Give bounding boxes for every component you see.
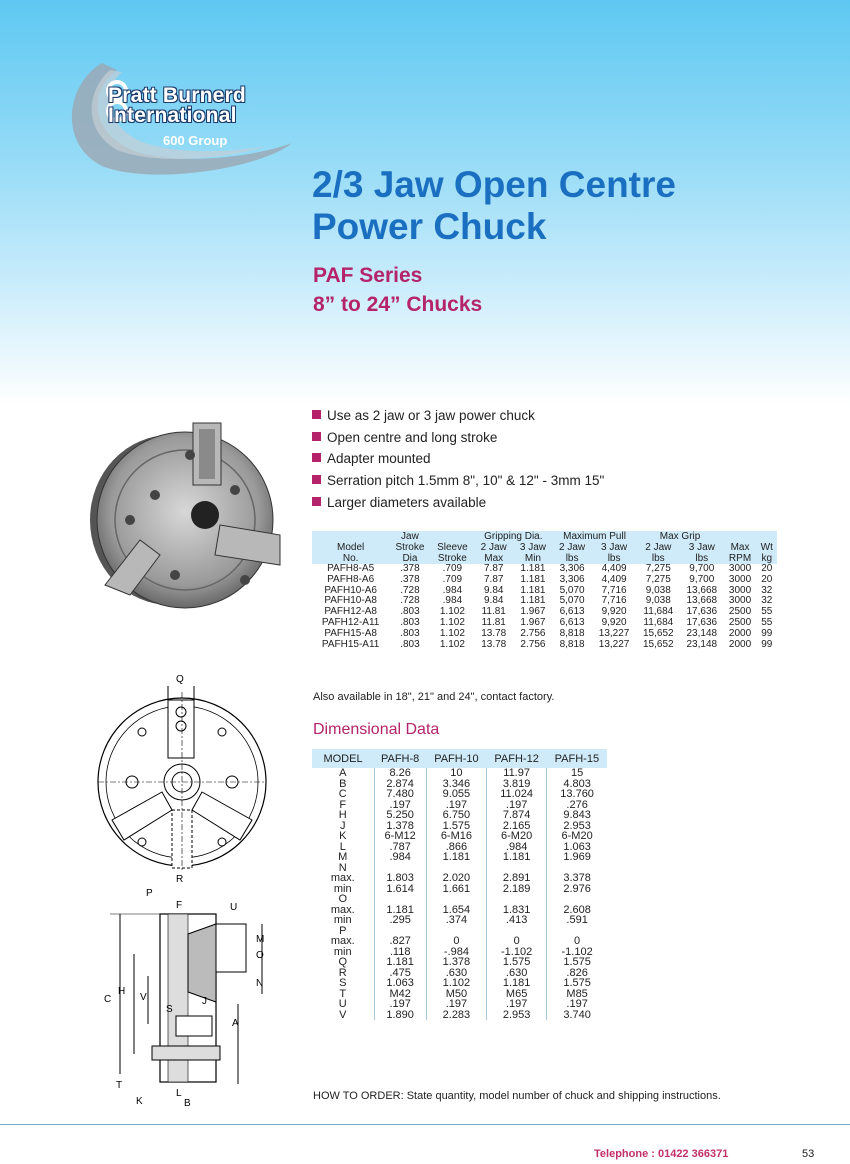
table-cell: .197: [374, 999, 426, 1010]
table-cell: 0: [487, 936, 547, 947]
dimensional-table-body: [312, 768, 607, 1020]
table-cell: N: [338, 861, 347, 874]
table-cell: 6-M16: [426, 831, 486, 842]
table-cell: 32: [761, 584, 773, 596]
table-cell: 7,716: [601, 595, 627, 607]
spec-table-body: [312, 564, 777, 650]
table-row: [312, 957, 607, 968]
label-J: J: [202, 996, 207, 1007]
table-cell: PAFH-12: [487, 749, 547, 768]
table-cell: -1.102: [487, 947, 547, 958]
label-A: A: [232, 1018, 239, 1029]
table-cell: .630: [487, 968, 547, 979]
table-cell: .709: [442, 573, 463, 585]
table-cell: 9,920: [601, 616, 627, 628]
table-cell: PAFH12-A8: [324, 606, 377, 618]
table-cell: min: [333, 945, 352, 958]
subtitle-line1: PAF Series: [313, 264, 423, 287]
table-cell: 99: [761, 627, 773, 639]
table-cell: 11,684: [643, 616, 674, 628]
table-row: [312, 831, 607, 842]
table-cell: 8,818: [559, 638, 585, 650]
table-cell: [487, 894, 547, 905]
label-V: V: [140, 992, 147, 1003]
label-H: H: [118, 986, 126, 997]
table-cell: 9.84: [483, 595, 504, 607]
table-cell: 2.165: [487, 821, 547, 832]
table-cell: 1.063: [547, 842, 607, 853]
table-cell: U: [338, 998, 347, 1010]
table-cell: .866: [426, 842, 486, 853]
table-cell: PAFH8-A6: [327, 573, 375, 585]
table-cell: .728: [400, 584, 420, 596]
table-cell: .709: [442, 563, 463, 574]
table-cell: kg: [757, 553, 777, 564]
table-cell: 7,275: [645, 563, 671, 574]
table-cell: M: [338, 851, 348, 863]
table-cell: 2.953: [487, 1010, 547, 1021]
table-row: [312, 978, 607, 989]
brand-line1: Pratt Burnerd: [108, 84, 246, 107]
table-cell: 1.063: [374, 978, 426, 989]
footer-divider: [0, 1124, 850, 1125]
table-cell: 2.020: [426, 873, 486, 884]
table-cell: 2.874: [374, 779, 426, 790]
page-number: 53: [802, 1148, 815, 1160]
label-P: P: [146, 888, 153, 899]
table-cell: 2 Jaw: [637, 542, 681, 553]
table-row: [312, 873, 607, 884]
table-cell: 13.78: [481, 627, 507, 639]
table-cell: -.984: [426, 947, 486, 958]
table-cell: 1.102: [439, 627, 465, 639]
table-cell: 13,668: [686, 595, 718, 607]
table-cell: O: [338, 893, 348, 905]
table-cell: 2.189: [487, 884, 547, 895]
table-cell: 11.024: [487, 789, 547, 800]
table-cell: max.: [330, 935, 355, 947]
table-cell: 0: [547, 936, 607, 947]
table-cell: L: [339, 840, 346, 853]
table-cell: Max: [474, 553, 513, 564]
spec-header-row: [312, 542, 777, 553]
table-cell: 9,700: [689, 573, 715, 585]
table-cell: 1.378: [374, 821, 426, 832]
table-cell: PAFH15-A8: [324, 627, 377, 639]
table-row: [312, 1010, 607, 1021]
table-cell: 1.614: [374, 884, 426, 895]
table-cell: .197: [426, 999, 486, 1010]
table-cell: .475: [374, 968, 426, 979]
table-cell: 8.26: [374, 768, 426, 779]
table-cell: 6,613: [559, 616, 585, 628]
table-cell: 1.181: [374, 905, 426, 916]
table-cell: 15,652: [643, 627, 674, 639]
bullet-square-icon: [312, 453, 321, 462]
table-cell: PAFH-10: [426, 749, 486, 768]
table-cell: 11.97: [487, 768, 547, 779]
feature-item: Larger diameters available: [312, 493, 604, 515]
label-O: O: [256, 950, 264, 961]
table-cell: 1.181: [520, 563, 546, 574]
table-row: [312, 915, 607, 926]
table-cell: 2.283: [426, 1010, 486, 1021]
table-cell: 3.346: [426, 779, 486, 790]
table-cell: RPM: [724, 553, 757, 564]
table-cell: 1.831: [487, 905, 547, 916]
table-cell: 9,038: [645, 584, 671, 596]
table-cell: 1.181: [487, 978, 547, 989]
table-cell: 7,275: [645, 573, 671, 585]
table-cell: 1.102: [439, 638, 465, 650]
table-cell: 2000: [728, 638, 752, 650]
table-cell: .984: [374, 852, 426, 863]
dimensional-table: [312, 749, 607, 1020]
table-cell: B: [339, 777, 347, 790]
subtitle-line2: 8” to 24” Chucks: [313, 293, 483, 316]
table-cell: min: [333, 882, 352, 895]
table-cell: P: [339, 924, 347, 937]
table-cell: 6-M20: [547, 831, 607, 842]
table-cell: 1.575: [547, 957, 607, 968]
table-row: [312, 640, 777, 651]
table-row: [312, 884, 607, 895]
table-cell: PAFH12-A11: [321, 616, 380, 628]
table-cell: 1.890: [374, 1010, 426, 1021]
table-cell: M42: [374, 989, 426, 1000]
table-cell: 17,636: [686, 606, 718, 618]
label-U: U: [230, 902, 238, 913]
table-cell: 17,636: [686, 616, 718, 628]
table-cell: 2.953: [547, 821, 607, 832]
table-cell: .197: [374, 800, 426, 811]
table-cell: PAFH-15: [547, 749, 607, 768]
table-cell: 15,652: [643, 638, 674, 650]
feature-item: Serration pitch 1.5mm 8", 10" & 12" - 3mm 15": [312, 471, 604, 493]
table-cell: 3 Jaw: [680, 542, 724, 553]
table-cell: 11.81: [481, 606, 506, 618]
table-cell: R: [338, 966, 347, 979]
label-T: T: [116, 1080, 123, 1091]
table-cell: 13.78: [481, 638, 507, 650]
table-cell: 1.102: [439, 606, 465, 618]
table-cell: PAFH-8: [374, 749, 426, 768]
table-cell: 13,227: [598, 638, 630, 650]
label-Q: Q: [176, 674, 184, 685]
label-C: C: [104, 994, 112, 1005]
table-cell: .197: [487, 800, 547, 811]
table-cell: 3.740: [547, 1010, 607, 1021]
bullet-square-icon: [312, 410, 321, 419]
bullet-square-icon: [312, 475, 321, 484]
table-cell: .378: [400, 563, 420, 574]
table-cell: T: [339, 987, 347, 1000]
table-cell: 2000: [728, 627, 752, 639]
front-view-drawing: [92, 672, 272, 884]
table-cell: 4,409: [601, 563, 627, 574]
table-cell: .827: [374, 936, 426, 947]
label-N: N: [256, 978, 264, 989]
table-cell: .118: [374, 947, 426, 958]
label-L: L: [176, 1088, 182, 1099]
label-F: F: [176, 900, 183, 911]
table-cell: .374: [426, 915, 486, 926]
feature-item: Open centre and long stroke: [312, 428, 604, 450]
table-cell: 3,306: [559, 573, 585, 585]
availability-note: Also available in 18", 21" and 24", contact factory.: [313, 691, 555, 703]
table-cell: .803: [400, 627, 420, 639]
table-cell: 13.760: [547, 789, 607, 800]
table-cell: 6-M12: [374, 831, 426, 842]
table-cell: A: [339, 767, 347, 779]
table-cell: 2500: [728, 616, 752, 628]
brand-line2: International: [108, 104, 237, 127]
table-cell: 55: [761, 616, 773, 628]
table-cell: [547, 894, 607, 905]
table-cell: 9.055: [426, 789, 486, 800]
title-line1: 2/3 Jaw Open Centre: [312, 164, 676, 205]
chuck-photo: [85, 415, 285, 615]
table-cell: 7.874: [487, 810, 547, 821]
table-cell: .276: [547, 800, 607, 811]
table-cell: 3.378: [547, 873, 607, 884]
table-cell: 8,818: [559, 627, 585, 639]
table-cell: [426, 894, 486, 905]
table-cell: .413: [487, 915, 547, 926]
table-cell: M65: [487, 989, 547, 1000]
label-B: B: [184, 1098, 191, 1109]
table-cell: .197: [487, 999, 547, 1010]
table-cell: 9.84: [483, 584, 504, 596]
table-cell: lbs: [553, 553, 592, 564]
table-cell: 1.181: [487, 852, 547, 863]
table-cell: .378: [400, 573, 420, 585]
table-cell: 1.969: [547, 852, 607, 863]
footer-phone: Telephone : 01422 366371: [594, 1148, 729, 1160]
order-note: HOW TO ORDER: State quantity, model number of chuck and shipping instructions.: [313, 1090, 721, 1102]
table-cell: No.: [312, 553, 389, 564]
table-cell: 1.181: [374, 957, 426, 968]
table-cell: 23,148: [686, 627, 718, 639]
page-title: [312, 164, 676, 248]
table-cell: .984: [442, 595, 463, 607]
table-cell: 3000: [728, 563, 752, 574]
table-cell: 2.756: [520, 627, 546, 639]
table-cell: 99: [761, 638, 773, 650]
table-cell: .630: [426, 968, 486, 979]
table-cell: .826: [547, 968, 607, 979]
table-cell: 2.756: [520, 638, 546, 650]
table-cell: lbs: [637, 553, 681, 564]
table-cell: 3.819: [487, 779, 547, 790]
table-cell: 1.181: [426, 852, 486, 863]
table-cell: 5,070: [559, 595, 585, 607]
table-cell: PAFH10-A6: [324, 584, 377, 596]
brand-group: 600 Group: [163, 133, 228, 148]
table-cell: 20: [761, 573, 773, 585]
table-cell: 3000: [728, 584, 752, 596]
table-cell: 2 Jaw: [553, 542, 592, 553]
table-row: [312, 936, 607, 947]
table-cell: [374, 894, 426, 905]
table-cell: lbs: [680, 553, 724, 564]
table-cell: Min: [513, 553, 552, 564]
table-row: [312, 768, 607, 779]
table-cell: C: [338, 788, 347, 800]
table-cell: .803: [400, 616, 420, 628]
table-cell: K: [339, 830, 347, 842]
table-row: [312, 629, 777, 640]
table-cell: 7.87: [483, 563, 504, 574]
table-cell: min: [333, 914, 352, 926]
feature-item: Use as 2 jaw or 3 jaw power chuck: [312, 406, 604, 428]
table-cell: 7.480: [374, 789, 426, 800]
table-cell: 2.891: [487, 873, 547, 884]
feature-list: [312, 406, 604, 514]
table-row: [312, 894, 607, 905]
table-row: [312, 852, 607, 863]
table-cell: Max: [724, 542, 757, 553]
table-cell: 1.181: [520, 595, 546, 607]
table-cell: 6.750: [426, 810, 486, 821]
table-row: [312, 810, 607, 821]
label-S: S: [166, 1004, 173, 1015]
table-cell: 15: [547, 768, 607, 779]
table-cell: Stroke: [389, 542, 430, 553]
table-cell: Dia: [389, 553, 430, 564]
table-cell: 9,700: [689, 563, 715, 574]
table-cell: .591: [547, 915, 607, 926]
table-cell: 4,409: [601, 573, 627, 585]
table-cell: 3,306: [559, 563, 585, 574]
table-cell: 1.803: [374, 873, 426, 884]
title-line2: Power Chuck: [312, 206, 547, 247]
table-cell: 4.803: [547, 779, 607, 790]
table-cell: max.: [330, 903, 355, 916]
table-cell: 10: [426, 768, 486, 779]
table-cell: 9,920: [601, 606, 627, 618]
table-cell: .984: [442, 584, 463, 596]
table-cell: M50: [426, 989, 486, 1000]
table-cell: F: [339, 798, 347, 811]
dimensional-header-row: [312, 749, 607, 768]
spec-table: [312, 531, 777, 650]
table-row: [312, 999, 607, 1010]
table-cell: 1.967: [520, 616, 546, 628]
table-cell: 3 Jaw: [513, 542, 552, 553]
table-cell: .803: [400, 606, 420, 618]
spec-group-header-row: Jaw Gripping Dia. Maximum Pull Max Grip: [312, 531, 777, 542]
table-cell: 2.608: [547, 905, 607, 916]
table-cell: 9.843: [547, 810, 607, 821]
table-cell: 11,684: [643, 606, 674, 618]
side-view-drawing: [100, 884, 270, 1110]
table-cell: .197: [547, 999, 607, 1010]
table-cell: 1.967: [520, 606, 546, 618]
table-cell: 1.102: [426, 978, 486, 989]
table-cell: 1.654: [426, 905, 486, 916]
table-cell: 2500: [728, 606, 752, 618]
table-cell: 5,070: [559, 584, 585, 596]
table-cell: .728: [400, 595, 420, 607]
table-cell: 2.976: [547, 884, 607, 895]
table-cell: 6-M20: [487, 831, 547, 842]
table-row: [312, 926, 607, 937]
table-cell: .803: [400, 638, 420, 650]
table-cell: .295: [374, 915, 426, 926]
table-cell: 7,716: [601, 584, 627, 596]
table-cell: 1.181: [520, 573, 546, 585]
table-cell: 1.378: [426, 957, 486, 968]
table-cell: 6,613: [559, 606, 585, 618]
table-cell: 3000: [728, 573, 752, 585]
table-cell: H: [338, 809, 347, 821]
table-cell: Model: [312, 542, 389, 553]
table-cell: 7.87: [483, 573, 504, 585]
table-cell: 1.181: [520, 584, 546, 596]
table-cell: 23,148: [686, 638, 718, 650]
table-cell: 1.575: [547, 978, 607, 989]
table-cell: 1.575: [487, 957, 547, 968]
feature-item: Adapter mounted: [312, 449, 604, 471]
table-cell: -1.102: [547, 947, 607, 958]
table-cell: Wt: [757, 542, 777, 553]
table-cell: V: [339, 1008, 347, 1021]
table-cell: 13,227: [598, 627, 630, 639]
table-cell: 20: [761, 563, 773, 574]
table-cell: M85: [547, 989, 607, 1000]
page-subtitle: [313, 261, 482, 319]
table-cell: lbs: [592, 553, 637, 564]
table-cell: Sleeve: [431, 542, 474, 553]
table-cell: 13,668: [686, 584, 718, 596]
table-row: [312, 575, 777, 586]
table-cell: 1.661: [426, 884, 486, 895]
table-cell: 3 Jaw: [592, 542, 637, 553]
table-cell: PAFH10-A8: [324, 595, 377, 607]
table-cell: 1.575: [426, 821, 486, 832]
table-cell: 11.81: [481, 616, 506, 628]
table-cell: J: [340, 819, 346, 832]
table-cell: PAFH8-A5: [327, 563, 375, 574]
table-cell: max.: [330, 872, 355, 884]
table-cell: 5.250: [374, 810, 426, 821]
table-cell: .984: [487, 842, 547, 853]
bullet-square-icon: [312, 432, 321, 441]
table-cell: Stroke: [431, 553, 474, 564]
bullet-square-icon: [312, 497, 321, 506]
table-cell: 3000: [728, 595, 752, 607]
table-cell: MODEL: [312, 749, 374, 768]
table-cell: .787: [374, 842, 426, 853]
table-cell: S: [339, 977, 347, 989]
table-cell: PAFH15-A11: [321, 638, 380, 650]
table-cell: 1.102: [439, 616, 465, 628]
table-cell: Q: [338, 956, 348, 968]
table-cell: 9,038: [645, 595, 671, 607]
dimensional-data-title: Dimensional Data: [313, 721, 440, 738]
table-cell: 55: [761, 606, 773, 618]
table-cell: 0: [426, 936, 486, 947]
table-row: [312, 789, 607, 800]
table-cell: 2 Jaw: [474, 542, 513, 553]
label-M: M: [256, 934, 265, 945]
label-K: K: [136, 1096, 143, 1107]
table-cell: 32: [761, 595, 773, 607]
label-R: R: [176, 874, 184, 884]
table-cell: .197: [426, 800, 486, 811]
